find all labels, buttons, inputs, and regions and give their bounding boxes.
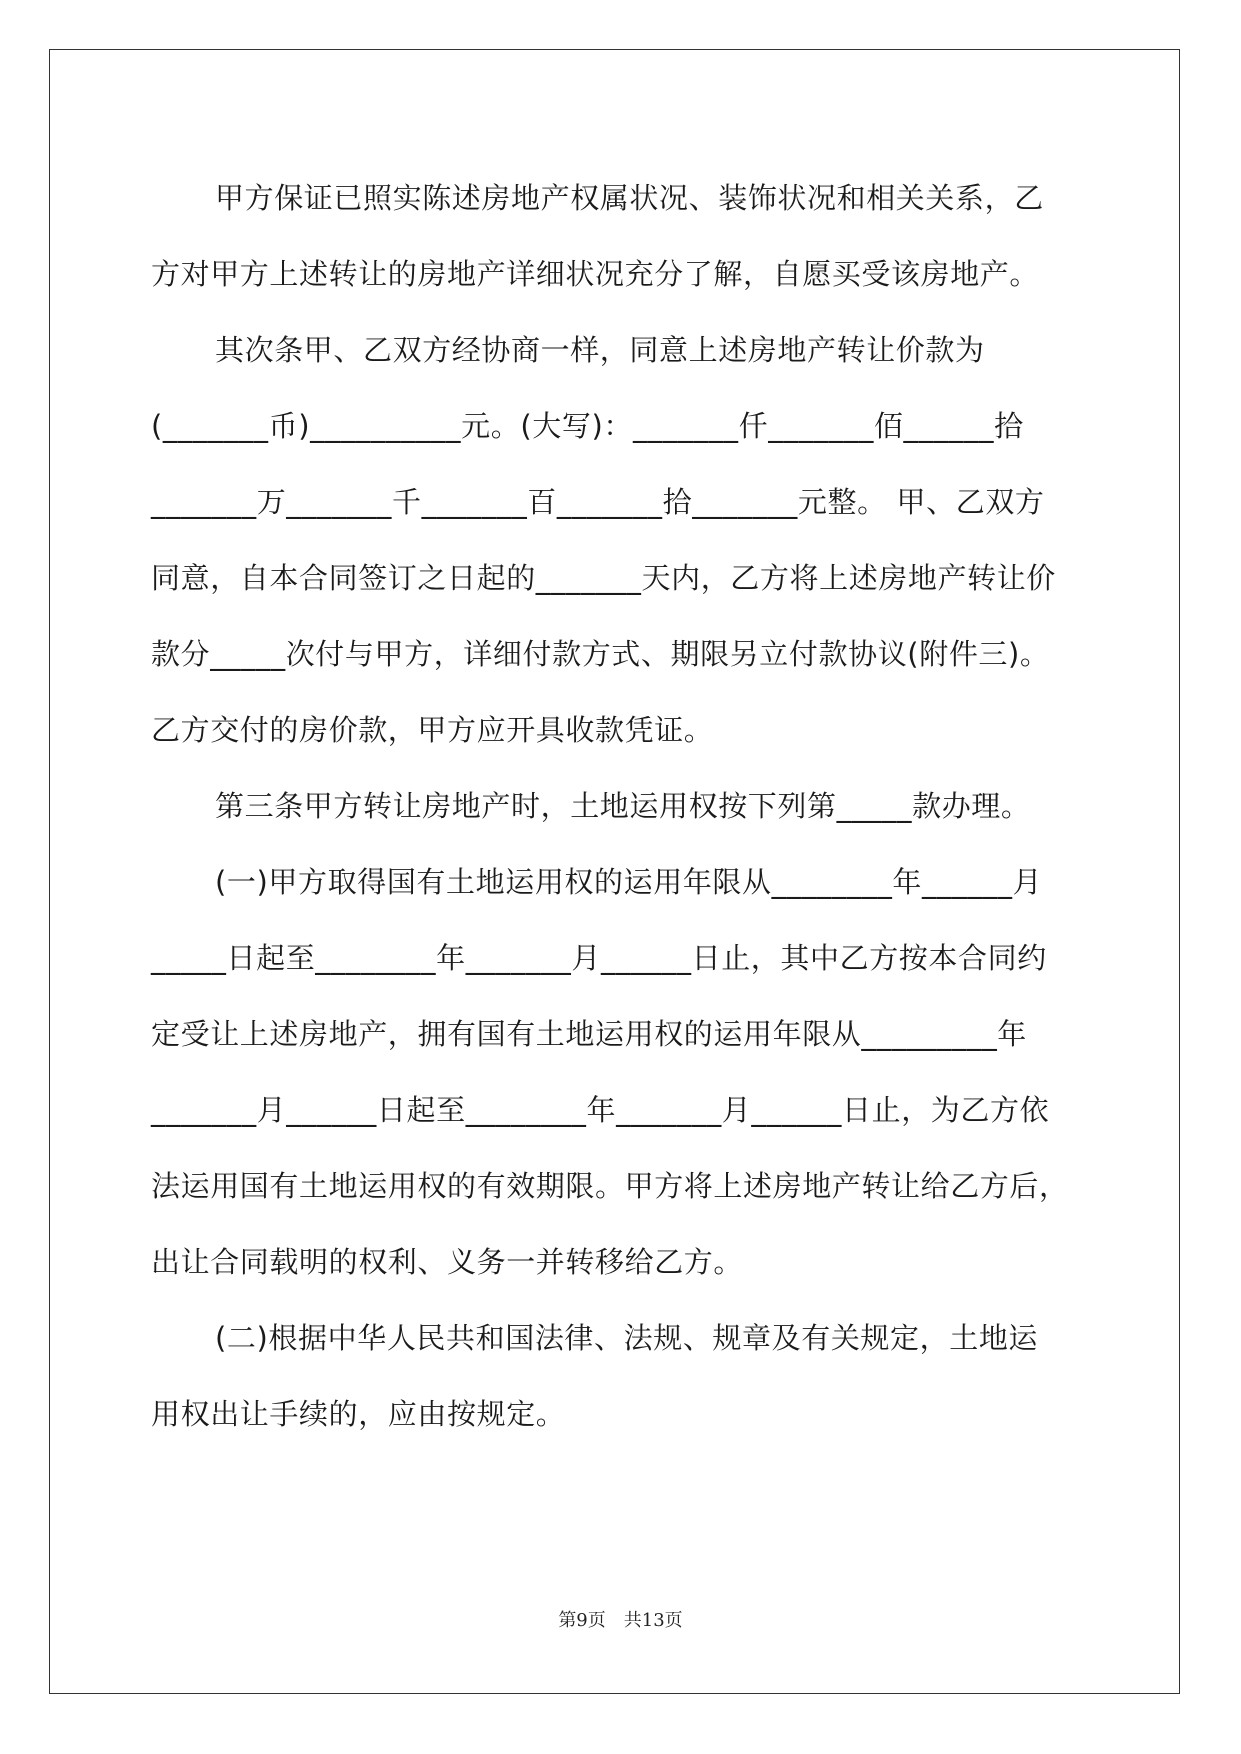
paragraph-line: 第三条甲方转让房地产时，土地运用权按下列第_____款办理。 <box>215 789 1031 823</box>
paragraph-line: 甲方保证已照实陈述房地产权属状况、装饰状况和相关关系，乙 <box>215 181 1044 215</box>
paragraph-line: 定受让上述房地产，拥有国有土地运用权的运用年限从_________年 <box>151 1017 1027 1051</box>
paragraph-line: 出让合同载明的权利、义务一并转移给乙方。 <box>151 1245 744 1279</box>
paragraph-line: (一)甲方取得国有土地运用权的运用年限从________年______月 <box>215 865 1043 899</box>
paragraph-line: (_______币)__________元。(大写)：_______仟_______佰______拾 <box>151 409 1024 443</box>
paragraph-line: _____日起至________年_______月______日止，其中乙方按本合同约 <box>151 941 1047 975</box>
paragraph-line: 乙方交付的房价款，甲方应开具收款凭证。 <box>151 713 714 747</box>
paragraph-line: _______月______日起至________年_______月______日止，为乙方依 <box>151 1093 1050 1127</box>
paragraph-line: 同意，自本合同签订之日起的_______天内，乙方将上述房地产转让价 <box>151 561 1056 595</box>
paragraph-line: 款分_____次付与甲方，详细付款方式、期限另立付款协议(附件三)。 <box>151 637 1050 671</box>
paragraph-line: 方对甲方上述转让的房地产详细状况充分了解，自愿买受该房地产。 <box>151 257 1040 291</box>
paragraph-line: 法运用国有土地运用权的有效期限。甲方将上述房地产转让给乙方后， <box>151 1169 1069 1203</box>
paragraph-line: 其次条甲、乙双方经协商一样，同意上述房地产转让价款为 <box>215 333 985 367</box>
paragraph-line: 用权出让手续的，应由按规定。 <box>151 1397 566 1431</box>
document-body <box>151 160 1086 1452</box>
paragraph-line: _______万_______千_______百_______拾_______元整。 甲、乙双方 <box>151 485 1045 519</box>
paragraph-line: (二)根据中华人民共和国法律、法规、规章及有关规定，土地运 <box>215 1321 1039 1355</box>
page-number: 第9页 共13页 <box>558 1610 683 1631</box>
